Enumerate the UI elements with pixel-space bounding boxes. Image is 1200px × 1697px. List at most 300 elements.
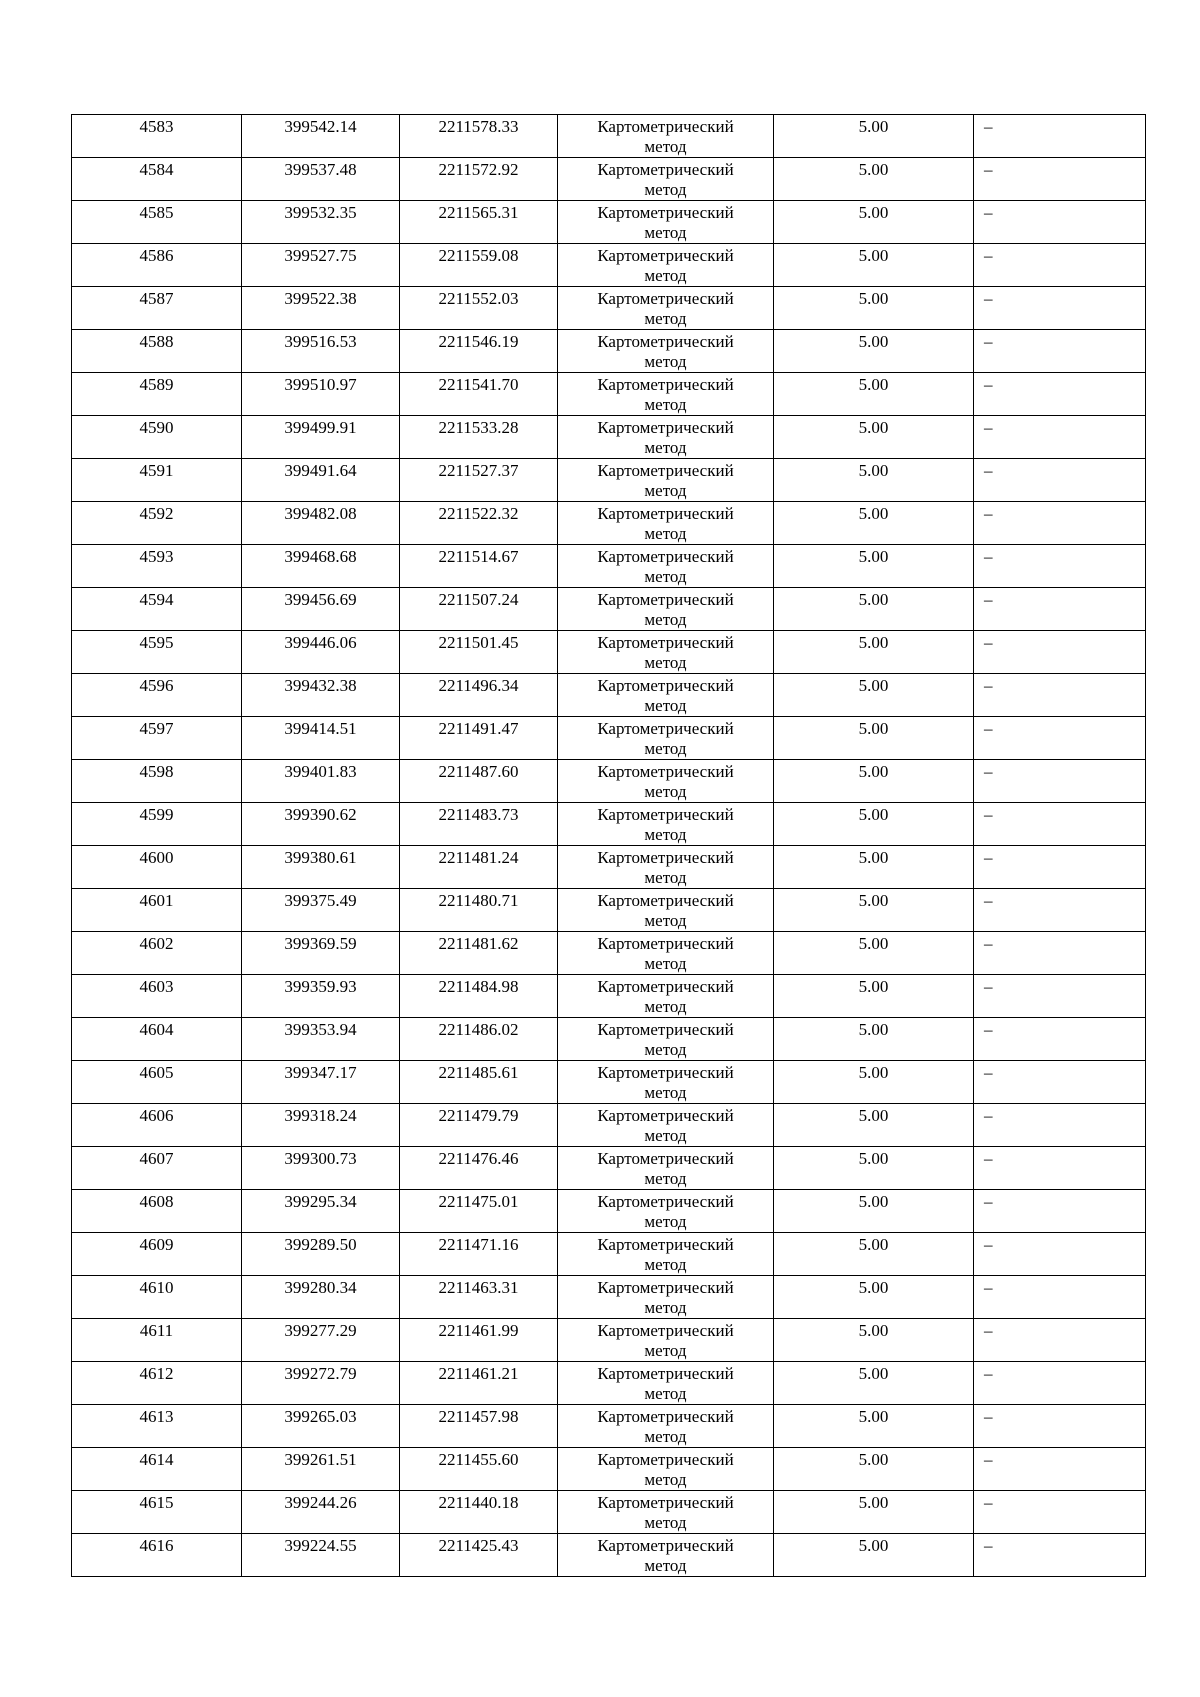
method-line-2: метод [644,1470,687,1489]
table-row [72,975,1146,1018]
table-row [72,1362,1146,1405]
accuracy-cell: 5.00 [774,1491,974,1534]
point-number-cell: 4589 [72,373,242,416]
point-number-cell: 4587 [72,287,242,330]
x-coordinate-cell: 399510.97 [242,373,400,416]
note-cell: – [974,932,1146,975]
x-coordinate-cell: 399522.38 [242,287,400,330]
x-coordinate-cell: 399318.24 [242,1104,400,1147]
method-line-2: метод [644,524,687,543]
method-cell [558,760,774,803]
accuracy-cell: 5.00 [774,1362,974,1405]
table-row [72,373,1146,416]
point-number-cell: 4595 [72,631,242,674]
x-coordinate-cell: 399482.08 [242,502,400,545]
x-coordinate-cell: 399347.17 [242,1061,400,1104]
note-cell: – [974,1405,1146,1448]
note-cell: – [974,459,1146,502]
y-coordinate-cell: 2211483.73 [400,803,558,846]
y-coordinate-cell: 2211461.21 [400,1362,558,1405]
accuracy-cell: 5.00 [774,889,974,932]
method-cell [558,932,774,975]
method-line-1: Картометрический [597,289,734,308]
method-cell [558,674,774,717]
point-number-cell: 4594 [72,588,242,631]
y-coordinate-cell: 2211527.37 [400,459,558,502]
method-line-1: Картометрический [597,418,734,437]
y-coordinate-cell: 2211484.98 [400,975,558,1018]
y-coordinate-cell: 2211476.46 [400,1147,558,1190]
method-line-2: метод [644,223,687,242]
table-row [72,803,1146,846]
x-coordinate-cell: 399375.49 [242,889,400,932]
method-line-1: Картометрический [597,1020,734,1039]
note-cell: – [974,545,1146,588]
accuracy-cell: 5.00 [774,975,974,1018]
method-line-1: Картометрический [597,375,734,394]
note-cell: – [974,115,1146,158]
x-coordinate-cell: 399499.91 [242,416,400,459]
method-line-1: Картометрический [597,805,734,824]
note-cell: – [974,1190,1146,1233]
x-coordinate-cell: 399272.79 [242,1362,400,1405]
accuracy-cell: 5.00 [774,1190,974,1233]
table-row [72,1018,1146,1061]
x-coordinate-cell: 399516.53 [242,330,400,373]
method-cell [558,889,774,932]
note-cell: – [974,631,1146,674]
y-coordinate-cell: 2211565.31 [400,201,558,244]
y-coordinate-cell: 2211487.60 [400,760,558,803]
point-number-cell: 4606 [72,1104,242,1147]
method-line-1: Картометрический [597,547,734,566]
method-line-2: метод [644,1341,687,1360]
method-cell [558,1276,774,1319]
method-line-1: Картометрический [597,891,734,910]
x-coordinate-cell: 399532.35 [242,201,400,244]
method-line-2: метод [644,395,687,414]
method-line-2: метод [644,567,687,586]
method-line-1: Картометрический [597,332,734,351]
point-number-cell: 4604 [72,1018,242,1061]
method-line-2: метод [644,1298,687,1317]
accuracy-cell: 5.00 [774,1104,974,1147]
note-cell: – [974,201,1146,244]
method-line-1: Картометрический [597,461,734,480]
method-line-1: Картометрический [597,1364,734,1383]
point-number-cell: 4607 [72,1147,242,1190]
point-number-cell: 4600 [72,846,242,889]
point-number-cell: 4586 [72,244,242,287]
point-number-cell: 4614 [72,1448,242,1491]
table-row [72,158,1146,201]
method-line-1: Картометрический [597,676,734,695]
accuracy-cell: 5.00 [774,416,974,459]
table-row [72,416,1146,459]
point-number-cell: 4584 [72,158,242,201]
coordinates-table [71,114,1146,1577]
point-number-cell: 4609 [72,1233,242,1276]
method-line-2: метод [644,696,687,715]
method-cell [558,244,774,287]
point-number-cell: 4602 [72,932,242,975]
method-cell [558,1491,774,1534]
accuracy-cell: 5.00 [774,1405,974,1448]
x-coordinate-cell: 399295.34 [242,1190,400,1233]
method-cell [558,1190,774,1233]
method-cell [558,1319,774,1362]
y-coordinate-cell: 2211541.70 [400,373,558,416]
y-coordinate-cell: 2211507.24 [400,588,558,631]
table-row [72,115,1146,158]
x-coordinate-cell: 399280.34 [242,1276,400,1319]
method-line-1: Картометрический [597,117,734,136]
y-coordinate-cell: 2211486.02 [400,1018,558,1061]
x-coordinate-cell: 399527.75 [242,244,400,287]
method-line-1: Картометрический [597,977,734,996]
table-row [72,1448,1146,1491]
x-coordinate-cell: 399542.14 [242,115,400,158]
note-cell: – [974,373,1146,416]
point-number-cell: 4601 [72,889,242,932]
method-cell [558,330,774,373]
accuracy-cell: 5.00 [774,803,974,846]
method-cell [558,846,774,889]
table-row [72,674,1146,717]
method-line-2: метод [644,1255,687,1274]
table-row [72,1534,1146,1577]
method-line-2: метод [644,266,687,285]
accuracy-cell: 5.00 [774,932,974,975]
point-number-cell: 4599 [72,803,242,846]
table-row [72,631,1146,674]
x-coordinate-cell: 399401.83 [242,760,400,803]
note-cell: – [974,717,1146,760]
method-line-1: Картометрический [597,1278,734,1297]
y-coordinate-cell: 2211552.03 [400,287,558,330]
y-coordinate-cell: 2211485.61 [400,1061,558,1104]
point-number-cell: 4611 [72,1319,242,1362]
y-coordinate-cell: 2211496.34 [400,674,558,717]
x-coordinate-cell: 399224.55 [242,1534,400,1577]
note-cell: – [974,975,1146,1018]
method-cell [558,416,774,459]
method-line-1: Картометрический [597,1536,734,1555]
method-line-2: метод [644,1169,687,1188]
y-coordinate-cell: 2211475.01 [400,1190,558,1233]
x-coordinate-cell: 399244.26 [242,1491,400,1534]
table-row [72,846,1146,889]
accuracy-cell: 5.00 [774,201,974,244]
accuracy-cell: 5.00 [774,1018,974,1061]
point-number-cell: 4597 [72,717,242,760]
accuracy-cell: 5.00 [774,717,974,760]
accuracy-cell: 5.00 [774,115,974,158]
y-coordinate-cell: 2211479.79 [400,1104,558,1147]
x-coordinate-cell: 399414.51 [242,717,400,760]
accuracy-cell: 5.00 [774,846,974,889]
x-coordinate-cell: 399359.93 [242,975,400,1018]
point-number-cell: 4596 [72,674,242,717]
y-coordinate-cell: 2211461.99 [400,1319,558,1362]
point-number-cell: 4593 [72,545,242,588]
method-cell [558,1362,774,1405]
point-number-cell: 4605 [72,1061,242,1104]
point-number-cell: 4603 [72,975,242,1018]
method-cell [558,201,774,244]
table-row [72,244,1146,287]
table-body [72,115,1146,1577]
table-row [72,889,1146,932]
y-coordinate-cell: 2211522.32 [400,502,558,545]
method-line-2: метод [644,137,687,156]
method-line-1: Картометрический [597,203,734,222]
table-row [72,1104,1146,1147]
note-cell: – [974,502,1146,545]
method-line-2: метод [644,352,687,371]
note-cell: – [974,1534,1146,1577]
note-cell: – [974,588,1146,631]
method-line-1: Картометрический [597,504,734,523]
method-cell [558,158,774,201]
method-line-1: Картометрический [597,848,734,867]
note-cell: – [974,1276,1146,1319]
accuracy-cell: 5.00 [774,674,974,717]
accuracy-cell: 5.00 [774,1147,974,1190]
method-cell [558,1448,774,1491]
accuracy-cell: 5.00 [774,330,974,373]
table-row [72,1276,1146,1319]
x-coordinate-cell: 399456.69 [242,588,400,631]
y-coordinate-cell: 2211514.67 [400,545,558,588]
x-coordinate-cell: 399491.64 [242,459,400,502]
accuracy-cell: 5.00 [774,588,974,631]
method-line-2: метод [644,1513,687,1532]
method-line-1: Картометрический [597,246,734,265]
note-cell: – [974,158,1146,201]
table-row [72,1147,1146,1190]
x-coordinate-cell: 399277.29 [242,1319,400,1362]
point-number-cell: 4588 [72,330,242,373]
note-cell: – [974,889,1146,932]
table-row [72,201,1146,244]
y-coordinate-cell: 2211440.18 [400,1491,558,1534]
x-coordinate-cell: 399380.61 [242,846,400,889]
method-line-1: Картометрический [597,1192,734,1211]
method-line-1: Картометрический [597,719,734,738]
method-line-2: метод [644,997,687,1016]
method-line-1: Картометрический [597,1235,734,1254]
method-line-2: метод [644,653,687,672]
y-coordinate-cell: 2211501.45 [400,631,558,674]
point-number-cell: 4590 [72,416,242,459]
method-cell [558,1104,774,1147]
method-line-2: метод [644,1040,687,1059]
note-cell: – [974,760,1146,803]
method-line-2: метод [644,954,687,973]
method-line-2: метод [644,1212,687,1231]
note-cell: – [974,1491,1146,1534]
table-row [72,287,1146,330]
note-cell: – [974,330,1146,373]
note-cell: – [974,1319,1146,1362]
y-coordinate-cell: 2211455.60 [400,1448,558,1491]
accuracy-cell: 5.00 [774,1534,974,1577]
method-cell [558,115,774,158]
point-number-cell: 4612 [72,1362,242,1405]
point-number-cell: 4615 [72,1491,242,1534]
method-line-1: Картометрический [597,1063,734,1082]
method-line-1: Картометрический [597,1149,734,1168]
method-line-2: метод [644,610,687,629]
table-row [72,330,1146,373]
accuracy-cell: 5.00 [774,459,974,502]
accuracy-cell: 5.00 [774,1319,974,1362]
table-row [72,760,1146,803]
method-line-1: Картометрический [597,1407,734,1426]
y-coordinate-cell: 2211533.28 [400,416,558,459]
accuracy-cell: 5.00 [774,1276,974,1319]
y-coordinate-cell: 2211463.31 [400,1276,558,1319]
method-line-1: Картометрический [597,633,734,652]
note-cell: – [974,1018,1146,1061]
x-coordinate-cell: 399468.68 [242,545,400,588]
method-cell [558,1061,774,1104]
table-row [72,502,1146,545]
note-cell: – [974,674,1146,717]
accuracy-cell: 5.00 [774,1233,974,1276]
x-coordinate-cell: 399446.06 [242,631,400,674]
point-number-cell: 4591 [72,459,242,502]
x-coordinate-cell: 399300.73 [242,1147,400,1190]
method-cell [558,545,774,588]
method-line-1: Картометрический [597,762,734,781]
accuracy-cell: 5.00 [774,631,974,674]
method-cell [558,502,774,545]
table-row [72,1319,1146,1362]
method-line-2: метод [644,825,687,844]
accuracy-cell: 5.00 [774,373,974,416]
method-cell [558,803,774,846]
y-coordinate-cell: 2211578.33 [400,115,558,158]
method-line-2: метод [644,911,687,930]
y-coordinate-cell: 2211481.24 [400,846,558,889]
x-coordinate-cell: 399265.03 [242,1405,400,1448]
method-cell [558,1147,774,1190]
method-line-1: Картометрический [597,1321,734,1340]
method-line-2: метод [644,438,687,457]
note-cell: – [974,846,1146,889]
table-row [72,1405,1146,1448]
point-number-cell: 4613 [72,1405,242,1448]
method-line-2: метод [644,1427,687,1446]
accuracy-cell: 5.00 [774,1061,974,1104]
x-coordinate-cell: 399537.48 [242,158,400,201]
note-cell: – [974,1104,1146,1147]
table-row [72,1491,1146,1534]
method-line-1: Картометрический [597,1450,734,1469]
method-line-2: метод [644,309,687,328]
method-cell [558,588,774,631]
y-coordinate-cell: 2211480.71 [400,889,558,932]
accuracy-cell: 5.00 [774,545,974,588]
point-number-cell: 4616 [72,1534,242,1577]
note-cell: – [974,1233,1146,1276]
accuracy-cell: 5.00 [774,287,974,330]
note-cell: – [974,1448,1146,1491]
accuracy-cell: 5.00 [774,502,974,545]
method-cell [558,1233,774,1276]
table-row [72,459,1146,502]
method-cell [558,459,774,502]
point-number-cell: 4598 [72,760,242,803]
accuracy-cell: 5.00 [774,244,974,287]
method-line-2: метод [644,739,687,758]
x-coordinate-cell: 399289.50 [242,1233,400,1276]
note-cell: – [974,287,1146,330]
method-cell [558,1405,774,1448]
table-row [72,545,1146,588]
table-row [72,1233,1146,1276]
x-coordinate-cell: 399369.59 [242,932,400,975]
table-row [72,1190,1146,1233]
method-line-2: метод [644,481,687,500]
x-coordinate-cell: 399353.94 [242,1018,400,1061]
method-cell [558,373,774,416]
point-number-cell: 4585 [72,201,242,244]
method-line-2: метод [644,782,687,801]
y-coordinate-cell: 2211471.16 [400,1233,558,1276]
note-cell: – [974,244,1146,287]
y-coordinate-cell: 2211546.19 [400,330,558,373]
method-line-1: Картометрический [597,1493,734,1512]
method-cell [558,1018,774,1061]
method-cell [558,631,774,674]
method-line-1: Картометрический [597,1106,734,1125]
method-cell [558,287,774,330]
method-cell [558,1534,774,1577]
point-number-cell: 4592 [72,502,242,545]
table-row [72,932,1146,975]
method-line-2: метод [644,1384,687,1403]
point-number-cell: 4608 [72,1190,242,1233]
accuracy-cell: 5.00 [774,760,974,803]
method-line-2: метод [644,180,687,199]
y-coordinate-cell: 2211425.43 [400,1534,558,1577]
y-coordinate-cell: 2211491.47 [400,717,558,760]
y-coordinate-cell: 2211559.08 [400,244,558,287]
x-coordinate-cell: 399261.51 [242,1448,400,1491]
method-line-1: Картометрический [597,160,734,179]
accuracy-cell: 5.00 [774,1448,974,1491]
method-cell [558,975,774,1018]
point-number-cell: 4610 [72,1276,242,1319]
method-line-1: Картометрический [597,590,734,609]
note-cell: – [974,1061,1146,1104]
table-row [72,588,1146,631]
y-coordinate-cell: 2211572.92 [400,158,558,201]
note-cell: – [974,1147,1146,1190]
table-row [72,717,1146,760]
x-coordinate-cell: 399390.62 [242,803,400,846]
y-coordinate-cell: 2211457.98 [400,1405,558,1448]
accuracy-cell: 5.00 [774,158,974,201]
method-line-2: метод [644,1126,687,1145]
x-coordinate-cell: 399432.38 [242,674,400,717]
method-line-2: метод [644,1083,687,1102]
note-cell: – [974,416,1146,459]
point-number-cell: 4583 [72,115,242,158]
